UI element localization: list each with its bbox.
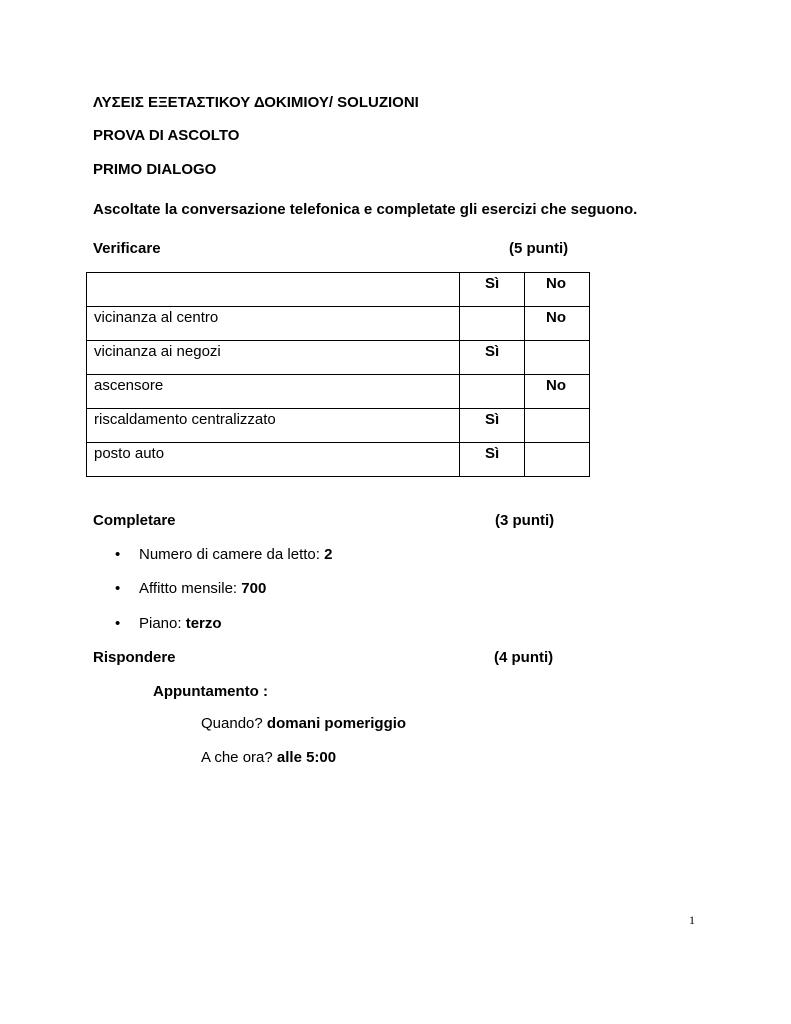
page-number: 1 xyxy=(689,913,695,927)
item-answer: 700 xyxy=(241,580,267,597)
row-no: No xyxy=(546,309,566,326)
table-row xyxy=(87,341,590,375)
row-si: Sì xyxy=(485,445,500,462)
table-header-cell xyxy=(525,273,590,307)
table-header-cell xyxy=(460,273,525,307)
row-no: No xyxy=(546,377,566,394)
bullet-icon: • xyxy=(115,546,121,563)
completare-label: Completare xyxy=(93,512,176,529)
completare-points: (3 punti) xyxy=(495,512,555,529)
row-item: vicinanza ai negozi xyxy=(94,343,221,360)
question-row xyxy=(201,715,406,732)
item-prompt: Numero di camere da letto: xyxy=(139,546,320,563)
section-heading: PROVA DI ASCOLTO xyxy=(93,127,240,144)
row-si xyxy=(460,307,524,309)
row-no xyxy=(525,409,589,411)
instructions: Ascoltate la conversazione telefonica e completate gli esercizi che seguono. xyxy=(93,201,638,218)
bullet-icon: • xyxy=(115,580,121,597)
question-prompt: A che ora? xyxy=(201,749,273,766)
row-si: Sì xyxy=(485,411,500,428)
appuntamento-heading: Appuntamento : xyxy=(153,683,268,700)
table-header-row xyxy=(87,273,590,307)
item-answer: terzo xyxy=(185,615,222,632)
item-prompt: Affitto mensile: xyxy=(139,580,238,597)
list-item xyxy=(115,580,266,597)
item-prompt: Piano: xyxy=(139,615,182,632)
row-si: Sì xyxy=(485,343,500,360)
table-row xyxy=(87,443,590,477)
table-row xyxy=(87,409,590,443)
document-title: ΛΥΣΕΙΣ ΕΞΕΤΑΣΤΙΚΟΥ ΔΟΚΙΜΙΟΥ/ SOLUZIONI xyxy=(93,94,419,111)
row-si xyxy=(460,375,524,377)
header-no: No xyxy=(546,275,566,292)
table-row xyxy=(87,375,590,409)
bullet-icon: • xyxy=(115,615,121,632)
row-no xyxy=(525,341,589,343)
verificare-points: (5 punti) xyxy=(509,240,569,257)
row-item: ascensore xyxy=(94,377,164,394)
verificare-table xyxy=(86,272,590,477)
rispondere-points: (4 punti) xyxy=(494,649,554,666)
header-si: Sì xyxy=(485,275,500,292)
item-answer: 2 xyxy=(324,546,333,563)
question-prompt: Quando? xyxy=(201,715,263,732)
table-header-cell xyxy=(87,273,460,307)
list-item xyxy=(115,615,222,632)
table-row xyxy=(87,307,590,341)
row-item: vicinanza al centro xyxy=(94,309,219,326)
row-item: posto auto xyxy=(94,445,165,462)
row-no xyxy=(525,443,589,445)
question-answer: domani pomeriggio xyxy=(266,715,407,732)
question-row xyxy=(201,749,336,766)
header-item xyxy=(87,273,459,275)
subsection-heading: PRIMO DIALOGO xyxy=(93,161,217,178)
list-item xyxy=(115,546,332,563)
question-answer: alle 5:00 xyxy=(276,749,337,766)
verificare-label: Verificare xyxy=(93,240,161,257)
rispondere-label: Rispondere xyxy=(93,649,176,666)
row-item: riscaldamento centralizzato xyxy=(94,411,276,428)
